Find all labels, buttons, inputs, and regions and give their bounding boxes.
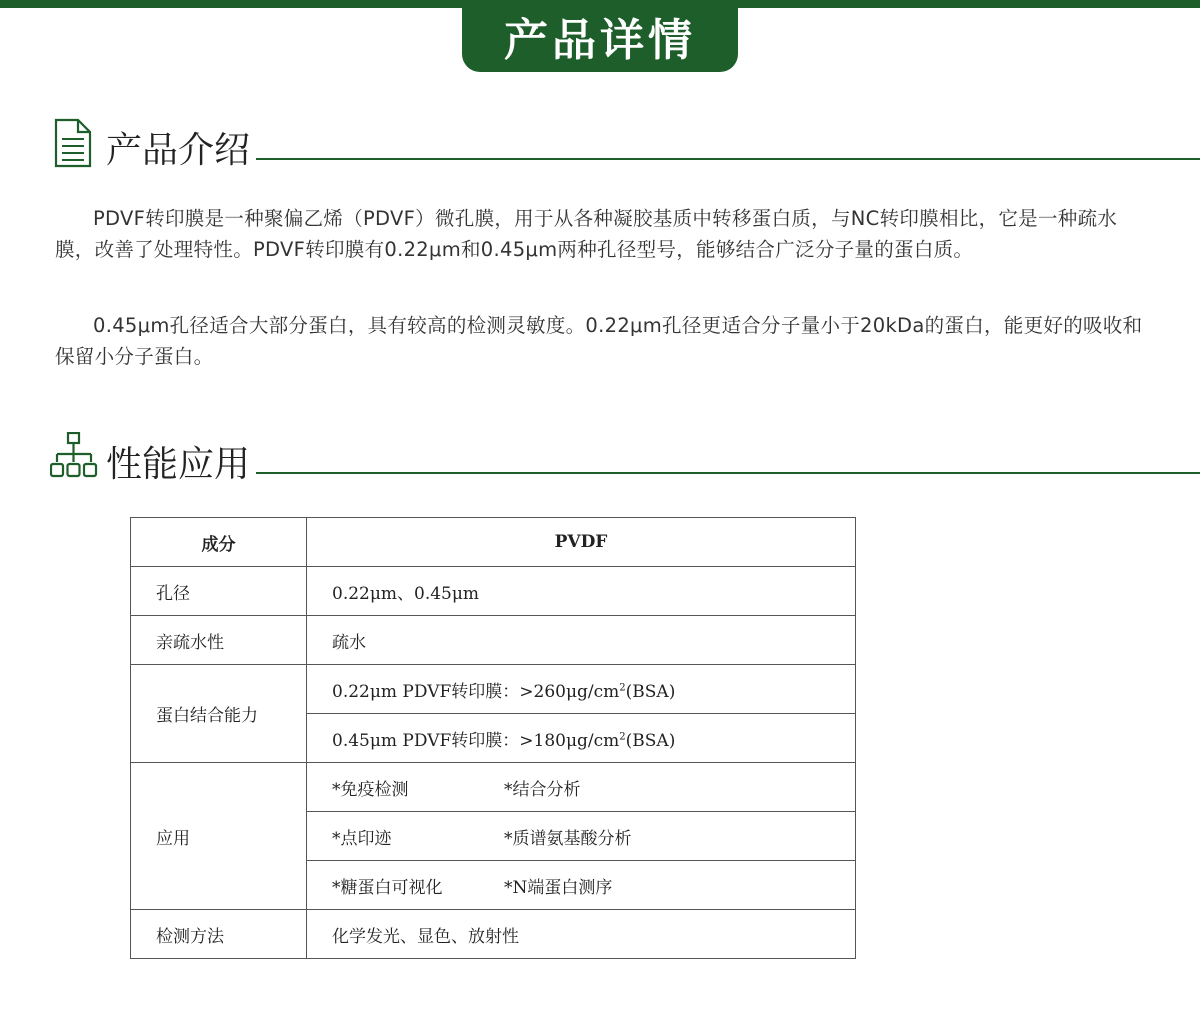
intro-paragraph-2: 0.45μm孔径适合大部分蛋白，具有较高的检测灵敏度。0.22μm孔径更适合分子量小于20kDa的蛋白，能更好的吸收和保留小分子蛋白。 [55, 314, 1143, 368]
table-row [131, 567, 856, 616]
row-value-application-2 [307, 812, 856, 861]
row-key-application: 应用 [131, 763, 307, 910]
section-heading-intro: 产品介绍 [106, 130, 251, 171]
application-item: *点印迹 [332, 828, 392, 849]
table-row [131, 910, 856, 959]
row-value-pore-size: 0.22μm、0.45μm [307, 567, 856, 616]
table-row [131, 763, 856, 812]
application-item: *结合分析 [504, 779, 581, 800]
binding-1-suffix: (BSA) [625, 681, 676, 702]
row-value-application-1 [307, 763, 856, 812]
section-divider [256, 158, 1200, 160]
table-header-value: PVDF [307, 518, 856, 567]
row-value-detection: 化学发光、显色、放射性 [307, 910, 856, 959]
section-heading-performance: 性能应用 [106, 444, 251, 485]
row-key-detection: 检测方法 [131, 910, 307, 959]
document-icon [50, 118, 98, 170]
application-item: *免疫检测 [332, 779, 409, 800]
table-row [131, 665, 856, 714]
page-title: 产品详情 [462, 0, 738, 72]
binding-2-prefix: 0.45μm PDVF转印膜：>180μg/cm [332, 730, 620, 751]
section-header-performance [50, 432, 1200, 492]
binding-2-suffix: (BSA) [625, 730, 676, 751]
application-item: *糖蛋白可视化 [332, 877, 443, 898]
binding-1-sup: 2 [619, 681, 626, 693]
row-key-hydrophobicity: 亲疏水性 [131, 616, 307, 665]
table-header-key: 成分 [131, 518, 307, 567]
binding-2-sup: 2 [619, 730, 626, 742]
hierarchy-icon [50, 432, 98, 484]
application-item: *质谱氨基酸分析 [504, 828, 632, 849]
row-value-hydrophobicity: 疏水 [307, 616, 856, 665]
row-value-application-3 [307, 861, 856, 910]
row-key-binding: 蛋白结合能力 [131, 665, 307, 763]
row-key-pore-size: 孔径 [131, 567, 307, 616]
section-divider [256, 472, 1200, 474]
table-header-row [131, 518, 856, 567]
intro-paragraph-1: PDVF转印膜是一种聚偏乙烯（PDVF）微孔膜，用于从各种凝胶基质中转移蛋白质，与NC转印膜相比，它是一种疏水膜，改善了处理特性。PDVF转印膜有0.22μm和0.45μm两种孔径型号，能够结合广泛分子量的蛋白质。 [55, 207, 1118, 261]
application-item: *N端蛋白测序 [504, 877, 613, 898]
binding-1-prefix: 0.22μm PDVF转印膜：>260μg/cm [332, 681, 620, 702]
section-header-intro [50, 118, 1200, 178]
table-row [131, 616, 856, 665]
row-value-binding-2 [307, 714, 856, 763]
spec-table [130, 517, 856, 959]
row-value-binding-1 [307, 665, 856, 714]
